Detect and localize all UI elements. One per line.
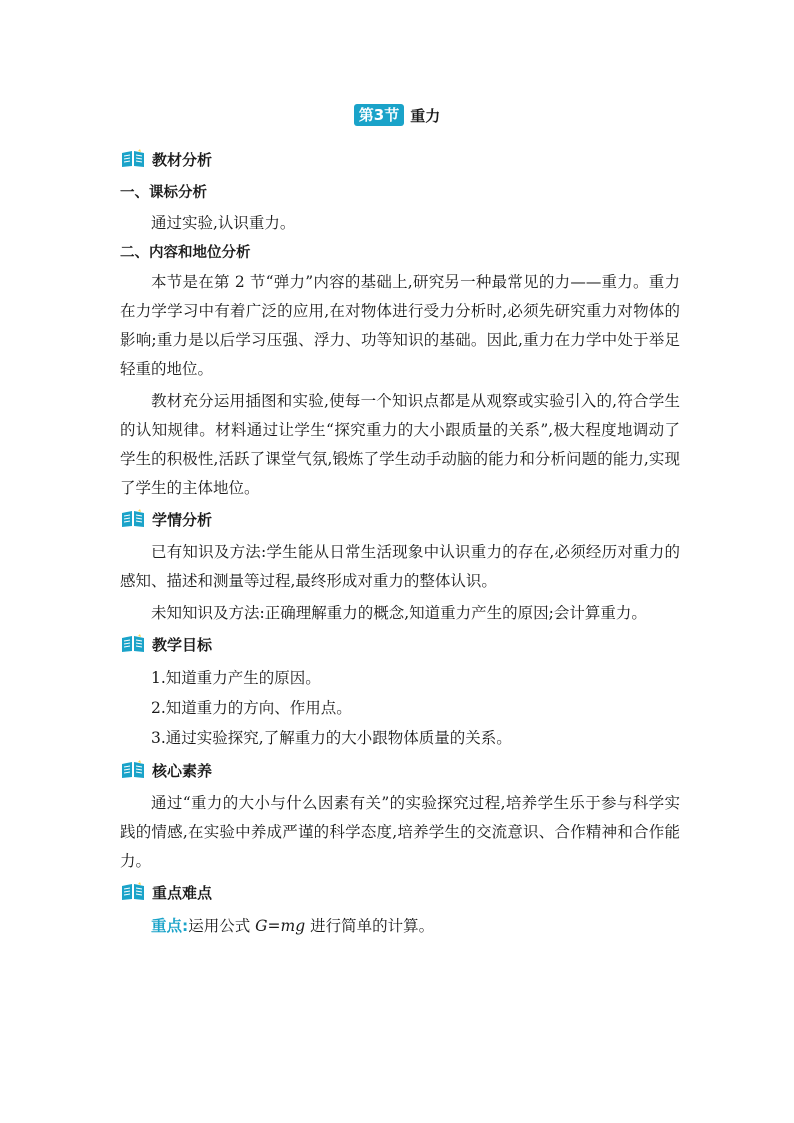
learner-paragraph-2: 未知知识及方法:正确理解重力的概念,知道重力产生的原因;会计算重力。 xyxy=(151,604,647,622)
section-heading-objectives xyxy=(120,631,680,657)
content-paragraph-2: 教材充分运用插图和实验,使每一个知识点都是从观察或实验引入的,符合学生的认知规律。材料通过让学生“探究重力的大小跟质量的关系”,极大程度地调动了学生的积极性,活跃了课堂气氛,锻炼了学生动手动脑的能力和分析问题的能力,实现了学生的主体地位。 xyxy=(120,392,680,497)
curriculum-text: 通过实验,认识重力。 xyxy=(151,214,296,232)
content-paragraph-1: 本节是在第 2 节“弹力”内容的基础上,研究另一种最常见的力——重力。重力在力学学习中有着广泛的应用,在对物体进行受力分析时,必须先研究重力对物体的影响;重力是以后学习压强、浮力、功等知识的基础。因此,重力在力学中处于举足轻重的地位。 xyxy=(120,273,680,378)
open-book-icon xyxy=(120,509,146,529)
section-heading-text: 核心素养 xyxy=(152,761,213,780)
key-point-text-after: 进行简单的计算。 xyxy=(305,917,435,935)
open-book-icon xyxy=(120,882,146,902)
key-point-line xyxy=(120,911,680,941)
section-heading-text: 教学目标 xyxy=(152,635,213,654)
section-heading-text: 教材分析 xyxy=(152,150,213,169)
open-book-icon xyxy=(120,634,146,654)
title-row xyxy=(0,104,794,126)
key-point-text-before: 运用公式 xyxy=(188,917,256,935)
subheading-curriculum: 一、课标分析 xyxy=(120,185,207,201)
literacy-paragraph: 通过“重力的大小与什么因素有关”的实验探究过程,培养学生乐于参与科学实践的情感,在实验中养成严谨的科学态度,培养学生的交流意识、合作精神和合作能力。 xyxy=(120,794,680,870)
section-heading-textbook-analysis xyxy=(120,146,680,172)
content-body xyxy=(120,146,680,941)
open-book-icon xyxy=(120,760,146,780)
objective-item: 3.通过实验探究,了解重力的大小跟物体质量的关系。 xyxy=(151,729,512,747)
subheading-content-status: 二、内容和地位分析 xyxy=(120,245,251,261)
objective-item: 2.知道重力的方向、作用点。 xyxy=(151,699,352,717)
key-point-label: 重点: xyxy=(151,917,189,935)
open-book-icon xyxy=(120,149,146,169)
section-heading-text: 学情分析 xyxy=(152,510,213,529)
section-heading-text: 重点难点 xyxy=(152,883,213,902)
learner-paragraph-1: 已有知识及方法:学生能从日常生活现象中认识重力的存在,必须经历对重力的感知、描述和测量等过程,最终形成对重力的整体认识。 xyxy=(120,543,680,590)
section-heading-literacy xyxy=(120,757,680,783)
page-title: 重力 xyxy=(410,106,441,125)
section-badge: 第3节 xyxy=(354,104,404,126)
key-point-formula: G=mg xyxy=(255,917,306,935)
section-heading-key-points xyxy=(120,879,680,905)
objective-item: 1.知道重力产生的原因。 xyxy=(151,669,321,687)
section-heading-learner-analysis xyxy=(120,506,680,532)
